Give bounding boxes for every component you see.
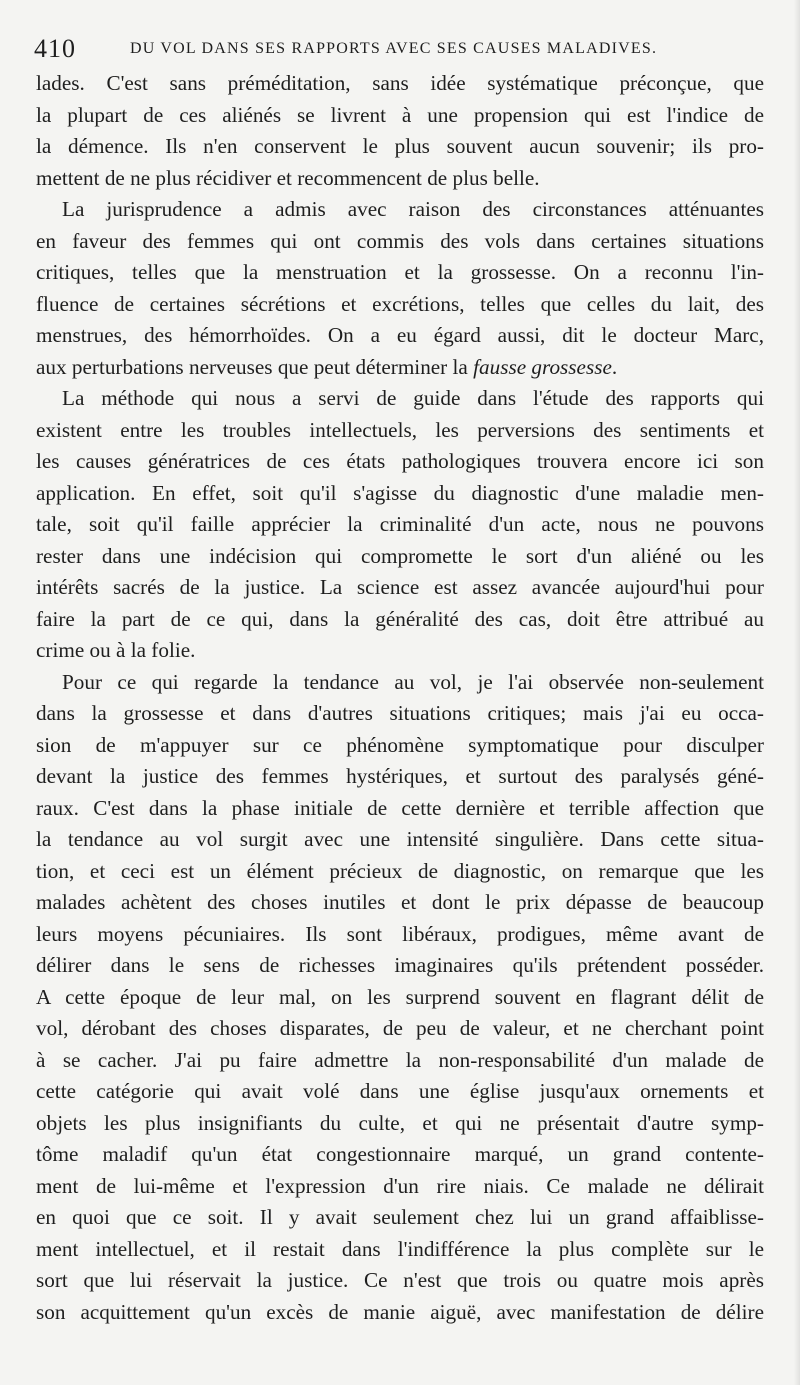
text-line: tale, soit qu'il faille apprécier la criminalité d'un acte, nous ne pouvons (36, 512, 764, 536)
text-line: tôme maladif qu'un état congestionnaire marqué, un grand contente- (36, 1142, 764, 1166)
text-line: menstrues, des hémorrhoïdes. On a eu égard aussi, dit le docteur Marc, (36, 323, 764, 347)
text-line: en faveur des femmes qui ont commis des vols dans certaines situations (36, 228, 764, 253)
text-line: critiques, telles que la menstruation et la grossesse. On a reconnu l'in- (36, 260, 764, 284)
text-line: vol, dérobant des choses disparates, de peu de valeur, et ne cherchant point (36, 1016, 764, 1040)
text-line: la plupart de ces aliénés se livrent à une propension qui est l'indice de (36, 102, 764, 127)
text-line: tion, et ceci est un élément précieux de diagnostic, on remarque que les (36, 858, 764, 883)
text-line: leurs moyens pécuniaires. Ils sont libéraux, prodigues, même avant de (36, 921, 764, 946)
running-title: DU VOL DANS SES RAPPORTS AVEC SES CAUSES MALADIVES. (130, 40, 658, 57)
text-line: en quoi que ce soit. Il y avait seulement chez lui un grand affaiblisse- (36, 1205, 764, 1229)
text-line: ment intellectuel, et il restait dans l'indifférence la plus complète sur le (36, 1236, 764, 1261)
text-line: son acquittement qu'un excès de manie aiguë, avec manifestation de délire (36, 1299, 764, 1324)
text-line: sion de m'appuyer sur ce phénomène symptomatique pour disculper (36, 732, 764, 757)
text-line: application. En effet, soit qu'il s'agisse du diagnostic d'une maladie men- (36, 480, 764, 505)
text-line: aux perturbations nerveuses que peut déterminer la fausse grossesse. (36, 354, 618, 379)
text-line: A cette époque de leur mal, on les surprend souvent en flagrant délit de (36, 984, 764, 1009)
text-line: ment de lui-même et l'expression d'un rire niais. Ce malade ne délirait (36, 1173, 764, 1198)
text-line: dans la grossesse et dans d'autres situations critiques; mais j'ai eu occa- (36, 701, 764, 725)
text-line: malades achètent des choses inutiles et dont le prix dépasse de beaucoup (36, 890, 764, 914)
paragraph (36, 667, 764, 1329)
text-line: mettent de ne plus récidiver et recommencent de plus belle. (36, 165, 540, 190)
text-line: cette catégorie qui avait volé dans une église jusqu'aux ornements et (36, 1079, 764, 1103)
text-line: La méthode qui nous a servi de guide dans l'étude des rapports qui (62, 386, 764, 410)
body-text (36, 68, 764, 1328)
text-line: délirer dans le sens de richesses imaginaires qu'ils prétendent posséder. (36, 953, 764, 977)
text-line: objets les plus insignifiants du culte, et qui ne présentait d'autre symp- (36, 1110, 764, 1135)
text-line: à se cacher. J'ai pu faire admettre la non-responsabilité d'un malade de (36, 1047, 764, 1072)
text-line: crime ou à la folie. (36, 638, 196, 662)
page-number: 410 (34, 34, 76, 63)
text-line: rester dans une indécision qui compromette le sort d'un aliéné ou les (36, 543, 764, 568)
paragraph (36, 383, 764, 667)
text-line: la tendance au vol surgit avec une intensité singulière. Dans cette situa- (36, 827, 764, 851)
text-line: faire la part de ce qui, dans la généralité des cas, doit être attribué au (36, 606, 764, 631)
text-line: fluence de certaines sécrétions et excrétions, telles que celles du lait, des (36, 291, 764, 316)
text-line: les causes génératrices de ces états pathologiques trouvera encore ici son (36, 449, 764, 473)
text-line: La jurisprudence a admis avec raison des circonstances atténuantes (62, 197, 764, 221)
page-header (34, 30, 770, 70)
text-line: lades. C'est sans préméditation, sans idée systématique préconçue, que (36, 71, 764, 95)
text-line: intérêts sacrés de la justice. La science est assez avancée aujourd'hui pour (36, 575, 764, 599)
text-line: Pour ce qui regarde la tendance au vol, je l'ai observée non-seulement (62, 669, 764, 694)
paragraph (36, 68, 764, 194)
paragraph (36, 194, 764, 383)
text-line: la démence. Ils n'en conservent le plus souvent aucun souvenir; ils pro- (36, 134, 764, 158)
text-line: existent entre les troubles intellectuels, les perversions des sentiments et (36, 417, 764, 442)
text-line: sort que lui réservait la justice. Ce n'est que trois ou quatre mois après (36, 1268, 764, 1292)
text-line: devant la justice des femmes hystériques, et surtout des paralysés géné- (36, 764, 764, 788)
text-line: raux. C'est dans la phase initiale de cette dernière et terrible affection que (36, 795, 764, 820)
